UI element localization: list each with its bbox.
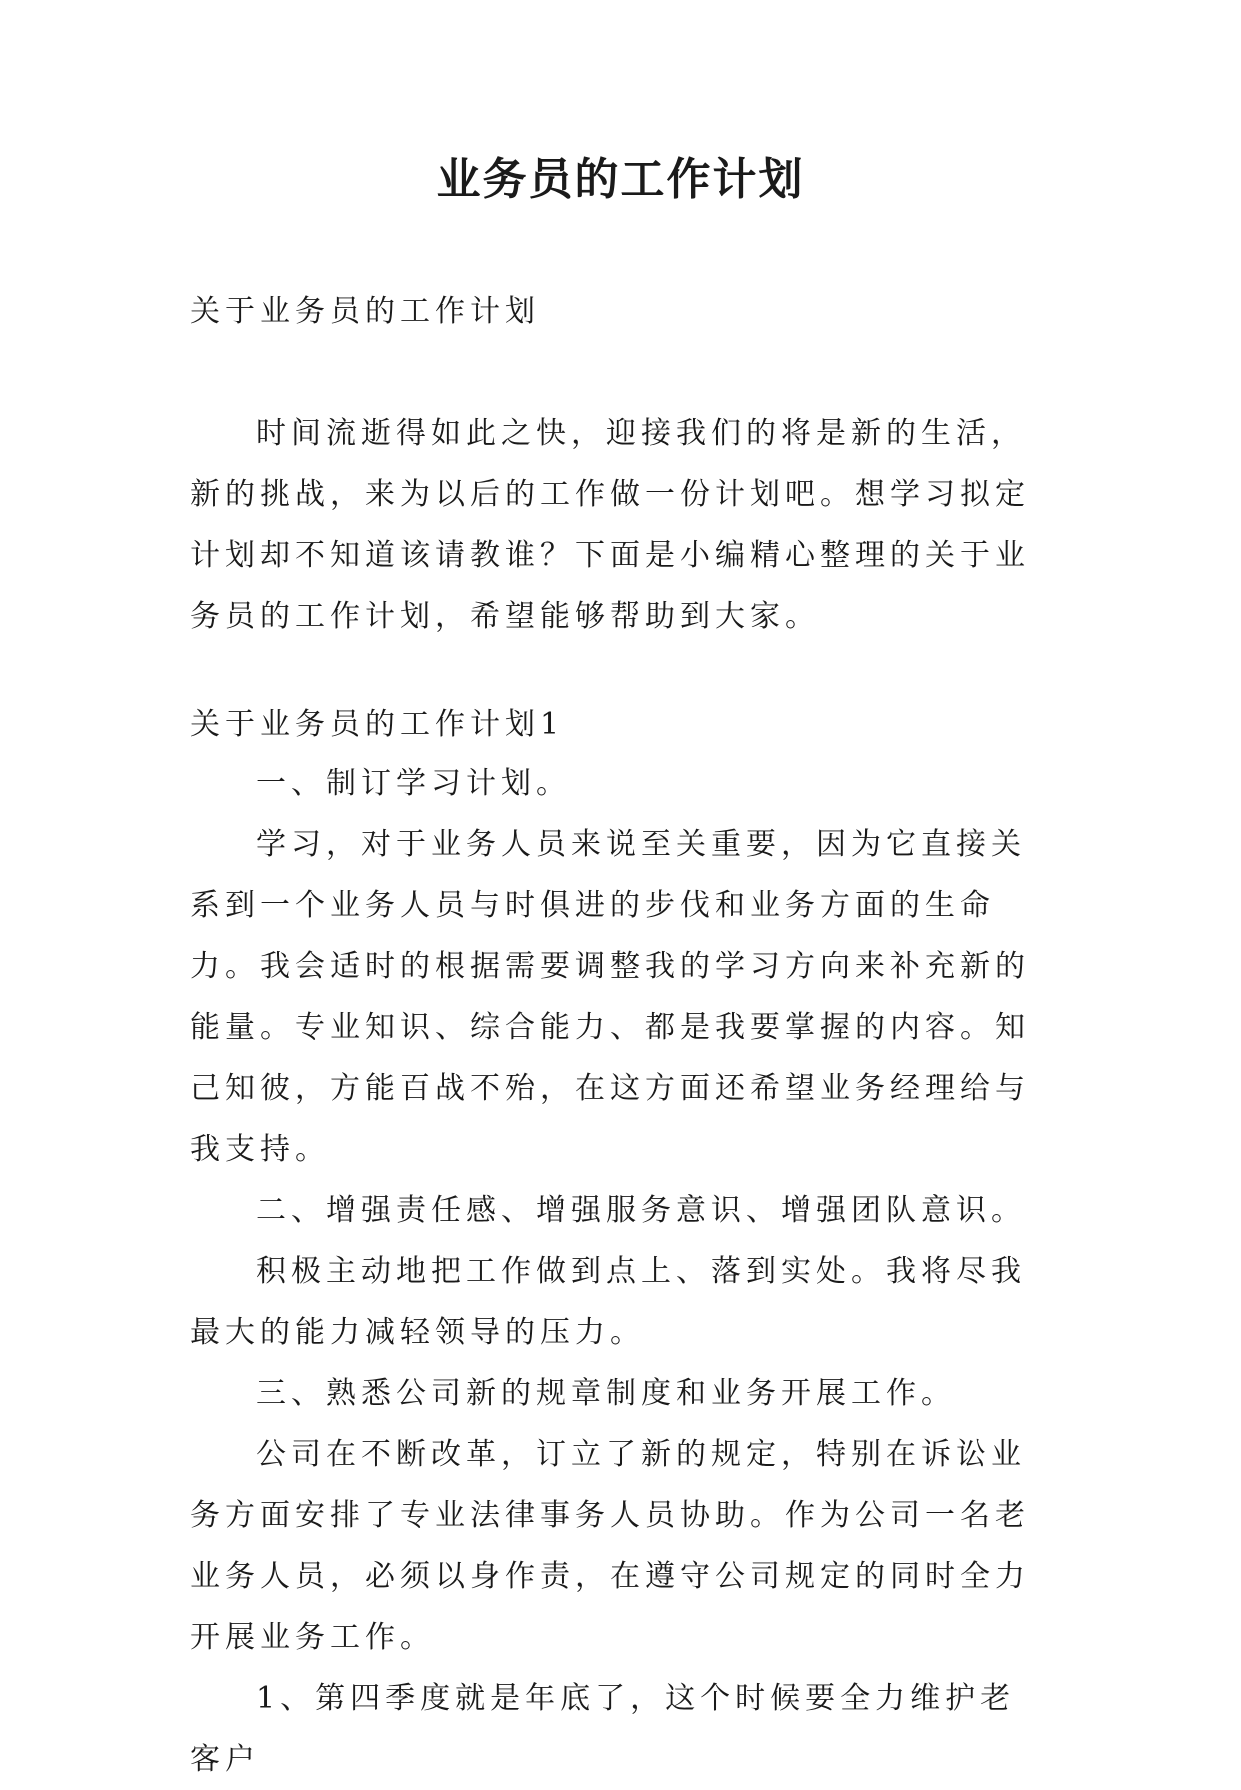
paragraph-fourth-quarter: 1、第四季度就是年底了，这个时候要全力维护老客户 — [190, 1681, 1016, 1777]
document-title: 业务员的工作计划 — [436, 154, 805, 205]
heading-study-plan: 一、制订学习计划。 — [256, 766, 571, 801]
heading-responsibility: 二、增强责任感、增强服务意识、增强团队意识。 — [256, 1193, 1026, 1228]
intro-paragraph: 时间流逝得如此之快，迎接我们的将是新的生活，新的挑战，来为以后的工作做一份计划吧。想学习拟定计划却不知道该请教谁？下面是小编精心整理的关于业务员的工作计划，希望能够帮助到大家。 — [190, 416, 1030, 634]
section-heading: 关于业务员的工作计划1 — [190, 707, 565, 742]
heading-rules: 三、熟悉公司新的规章制度和业务开展工作。 — [256, 1376, 956, 1411]
paragraph-study: 学习，对于业务人员来说至关重要，因为它直接关系到一个业务人员与时俱进的步伐和业务方面的生命力。我会适时的根据需要调整我的学习方向来补充新的能量。专业知识、综合能力、都是我要掌握的内容。知己知彼，方能百战不殆，在这方面还希望业务经理给与我支持。 — [190, 827, 1030, 1167]
paragraph-responsibility: 积极主动地把工作做到点上、落到实处。我将尽我最大的能力减轻领导的压力。 — [190, 1254, 1026, 1350]
document-subtitle: 关于业务员的工作计划 — [190, 294, 540, 329]
section-body — [190, 753, 1050, 1790]
paragraph-rules: 公司在不断改革，订立了新的规定，特别在诉讼业务方面安排了专业法律事务人员协助。作为公司一名老业务人员，必须以身作责，在遵守公司规定的同时全力开展业务工作。 — [190, 1437, 1030, 1655]
